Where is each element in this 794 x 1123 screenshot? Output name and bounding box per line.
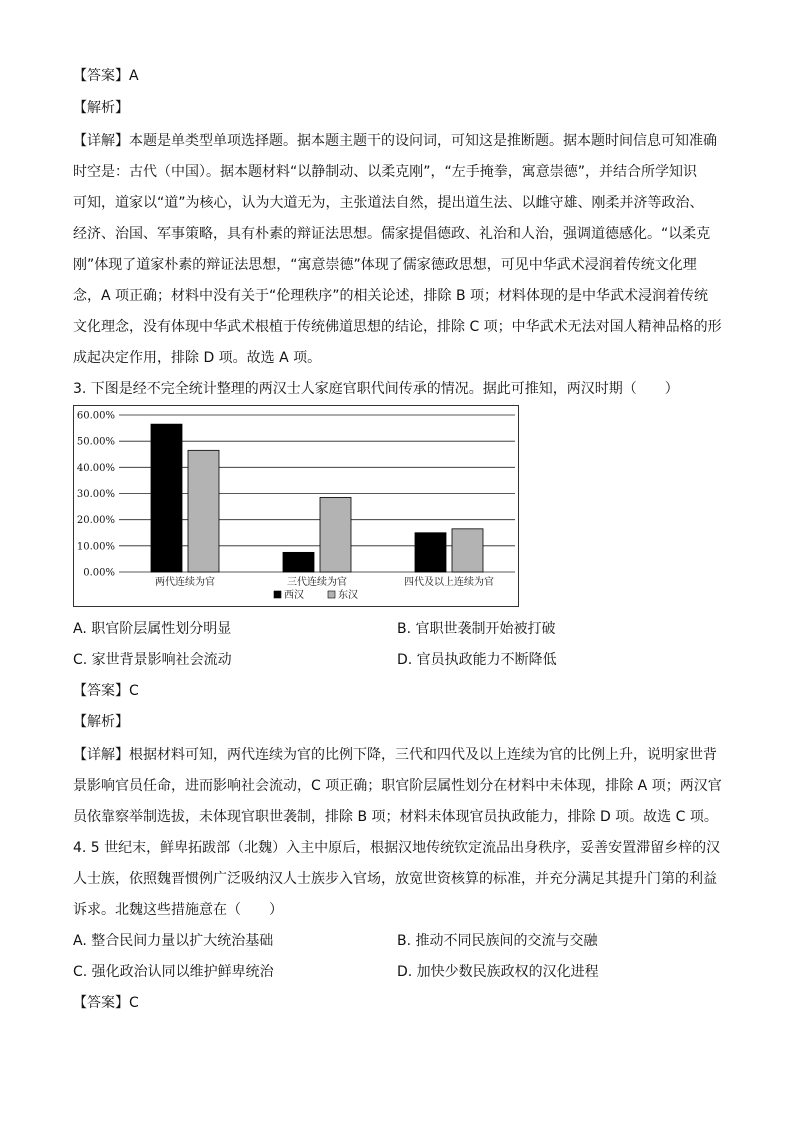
x-tick-label: 两代连续为官	[155, 577, 215, 588]
x-tick-label: 三代连续为官	[287, 577, 347, 588]
option-a[interactable]: A. 整合民间力量以扩大统治基础	[73, 933, 274, 949]
bar-western-han	[151, 424, 182, 572]
detail-line: 经济、治国、军事策略，具有朴素的辩证法思想。儒家提倡德政、礼治和人治，强调道德感化。“以柔克	[73, 226, 711, 242]
bar-eastern-han	[452, 529, 483, 572]
legend-label: 东汉	[338, 590, 358, 601]
answer-label: 【答案】C	[73, 995, 139, 1011]
chart-svg	[74, 406, 520, 608]
detail-line: 【详解】本题是单类型单项选择题。据本题主题干的设问词，可知这是推断题。据本题时间信息可知准确	[73, 133, 717, 149]
analysis-label: 【解析】	[73, 714, 129, 730]
bar-western-han	[283, 552, 314, 572]
option-d[interactable]: D. 加快少数民族政权的汉化进程	[397, 964, 599, 980]
legend-swatch	[274, 591, 281, 598]
question-stem: 4. 5 世纪末，鲜卑拓跋部（北魏）入主中原后，根据汉地传统钦定流品出身秩序，妥善安置滞留乡梓的汉	[73, 840, 721, 856]
detail-line: 【详解】根据材料可知，两代连续为官的比例下降，三代和四代及以上连续为官的比例上升，说明家世背	[73, 747, 717, 763]
detail-line: 文化理念，没有体现中华武术根植于传统佛道思想的结论，排除 C 项；中华武术无法对国人精神品格的形	[73, 319, 722, 335]
y-tick-label: 20.00%	[76, 515, 115, 527]
detail-line: 员依靠察举制选拔，未体现官职世袭制，排除 B 项；材料未体现官员执政能力，排除 D 项。故选 C 项。	[73, 809, 718, 825]
option-c[interactable]: C. 家世背景影响社会流动	[73, 652, 232, 668]
legend-label: 西汉	[284, 590, 304, 601]
y-tick-label: 50.00%	[76, 436, 115, 448]
detail-line: 可知，道家以“道”为核心，认为大道无为，主张道法自然，提出道生法、以雌守雄、刚柔并济等政治、	[73, 195, 704, 211]
option-b[interactable]: B. 官职世袭制开始被打破	[397, 621, 556, 637]
question-stem: 人士族，依照魏晋惯例广泛吸纳汉人士族步入官场，放宽世资核算的标准，并充分满足其提升门第的利益	[73, 871, 717, 887]
y-tick-label: 10.00%	[76, 541, 115, 553]
bar-eastern-han	[320, 497, 351, 572]
legend-swatch	[328, 591, 335, 598]
y-tick-label: 0.00%	[83, 567, 115, 579]
detail-line: 念，A 项正确；材料中没有关于“伦理秩序”的相关论述，排除 B 项；材料体现的是中华武术浸润着传统	[73, 288, 709, 304]
analysis-label: 【解析】	[73, 100, 129, 116]
option-b[interactable]: B. 推动不同民族间的交流与交融	[397, 933, 598, 949]
y-tick-label: 60.00%	[76, 410, 115, 422]
answer-label: 【答案】C	[73, 683, 139, 699]
question-stem: 诉求。北魏这些措施意在（ ）	[73, 902, 283, 918]
bar-eastern-han	[188, 450, 219, 572]
answer-label: 【答案】A	[73, 68, 139, 84]
option-a[interactable]: A. 职官阶层属性划分明显	[73, 621, 232, 637]
bar-western-han	[415, 533, 446, 572]
detail-line: 刚”体现了道家朴素的辩证法思想，“寓意崇德”体现了儒家德政思想，可见中华武术浸润着传统文化理	[73, 257, 697, 273]
question-stem: 3. 下图是经不完全统计整理的两汉士人家庭官职代间传承的情况。据此可推知，两汉时期（ ）	[73, 381, 679, 397]
option-d[interactable]: D. 官员执政能力不断降低	[397, 652, 557, 668]
detail-line: 景影响官员任命，进而影响社会流动，C 项正确；职官阶层属性划分在材料中未体现，排除 A 项；两汉官	[73, 778, 722, 794]
bar-chart	[73, 405, 519, 607]
detail-line: 成起决定作用，排除 D 项。故选 A 项。	[73, 350, 322, 366]
y-tick-label: 30.00%	[76, 489, 115, 500]
detail-line: 时空是：古代（中国）。据本题材料“以静制动、以柔克刚”，“左手掩拳，寓意崇德”，并结合所学知识	[73, 164, 698, 180]
x-tick-label: 四代及以上连续为官	[404, 577, 494, 588]
y-tick-label: 40.00%	[76, 462, 115, 474]
option-c[interactable]: C. 强化政治认同以维护鲜卑统治	[73, 964, 274, 980]
